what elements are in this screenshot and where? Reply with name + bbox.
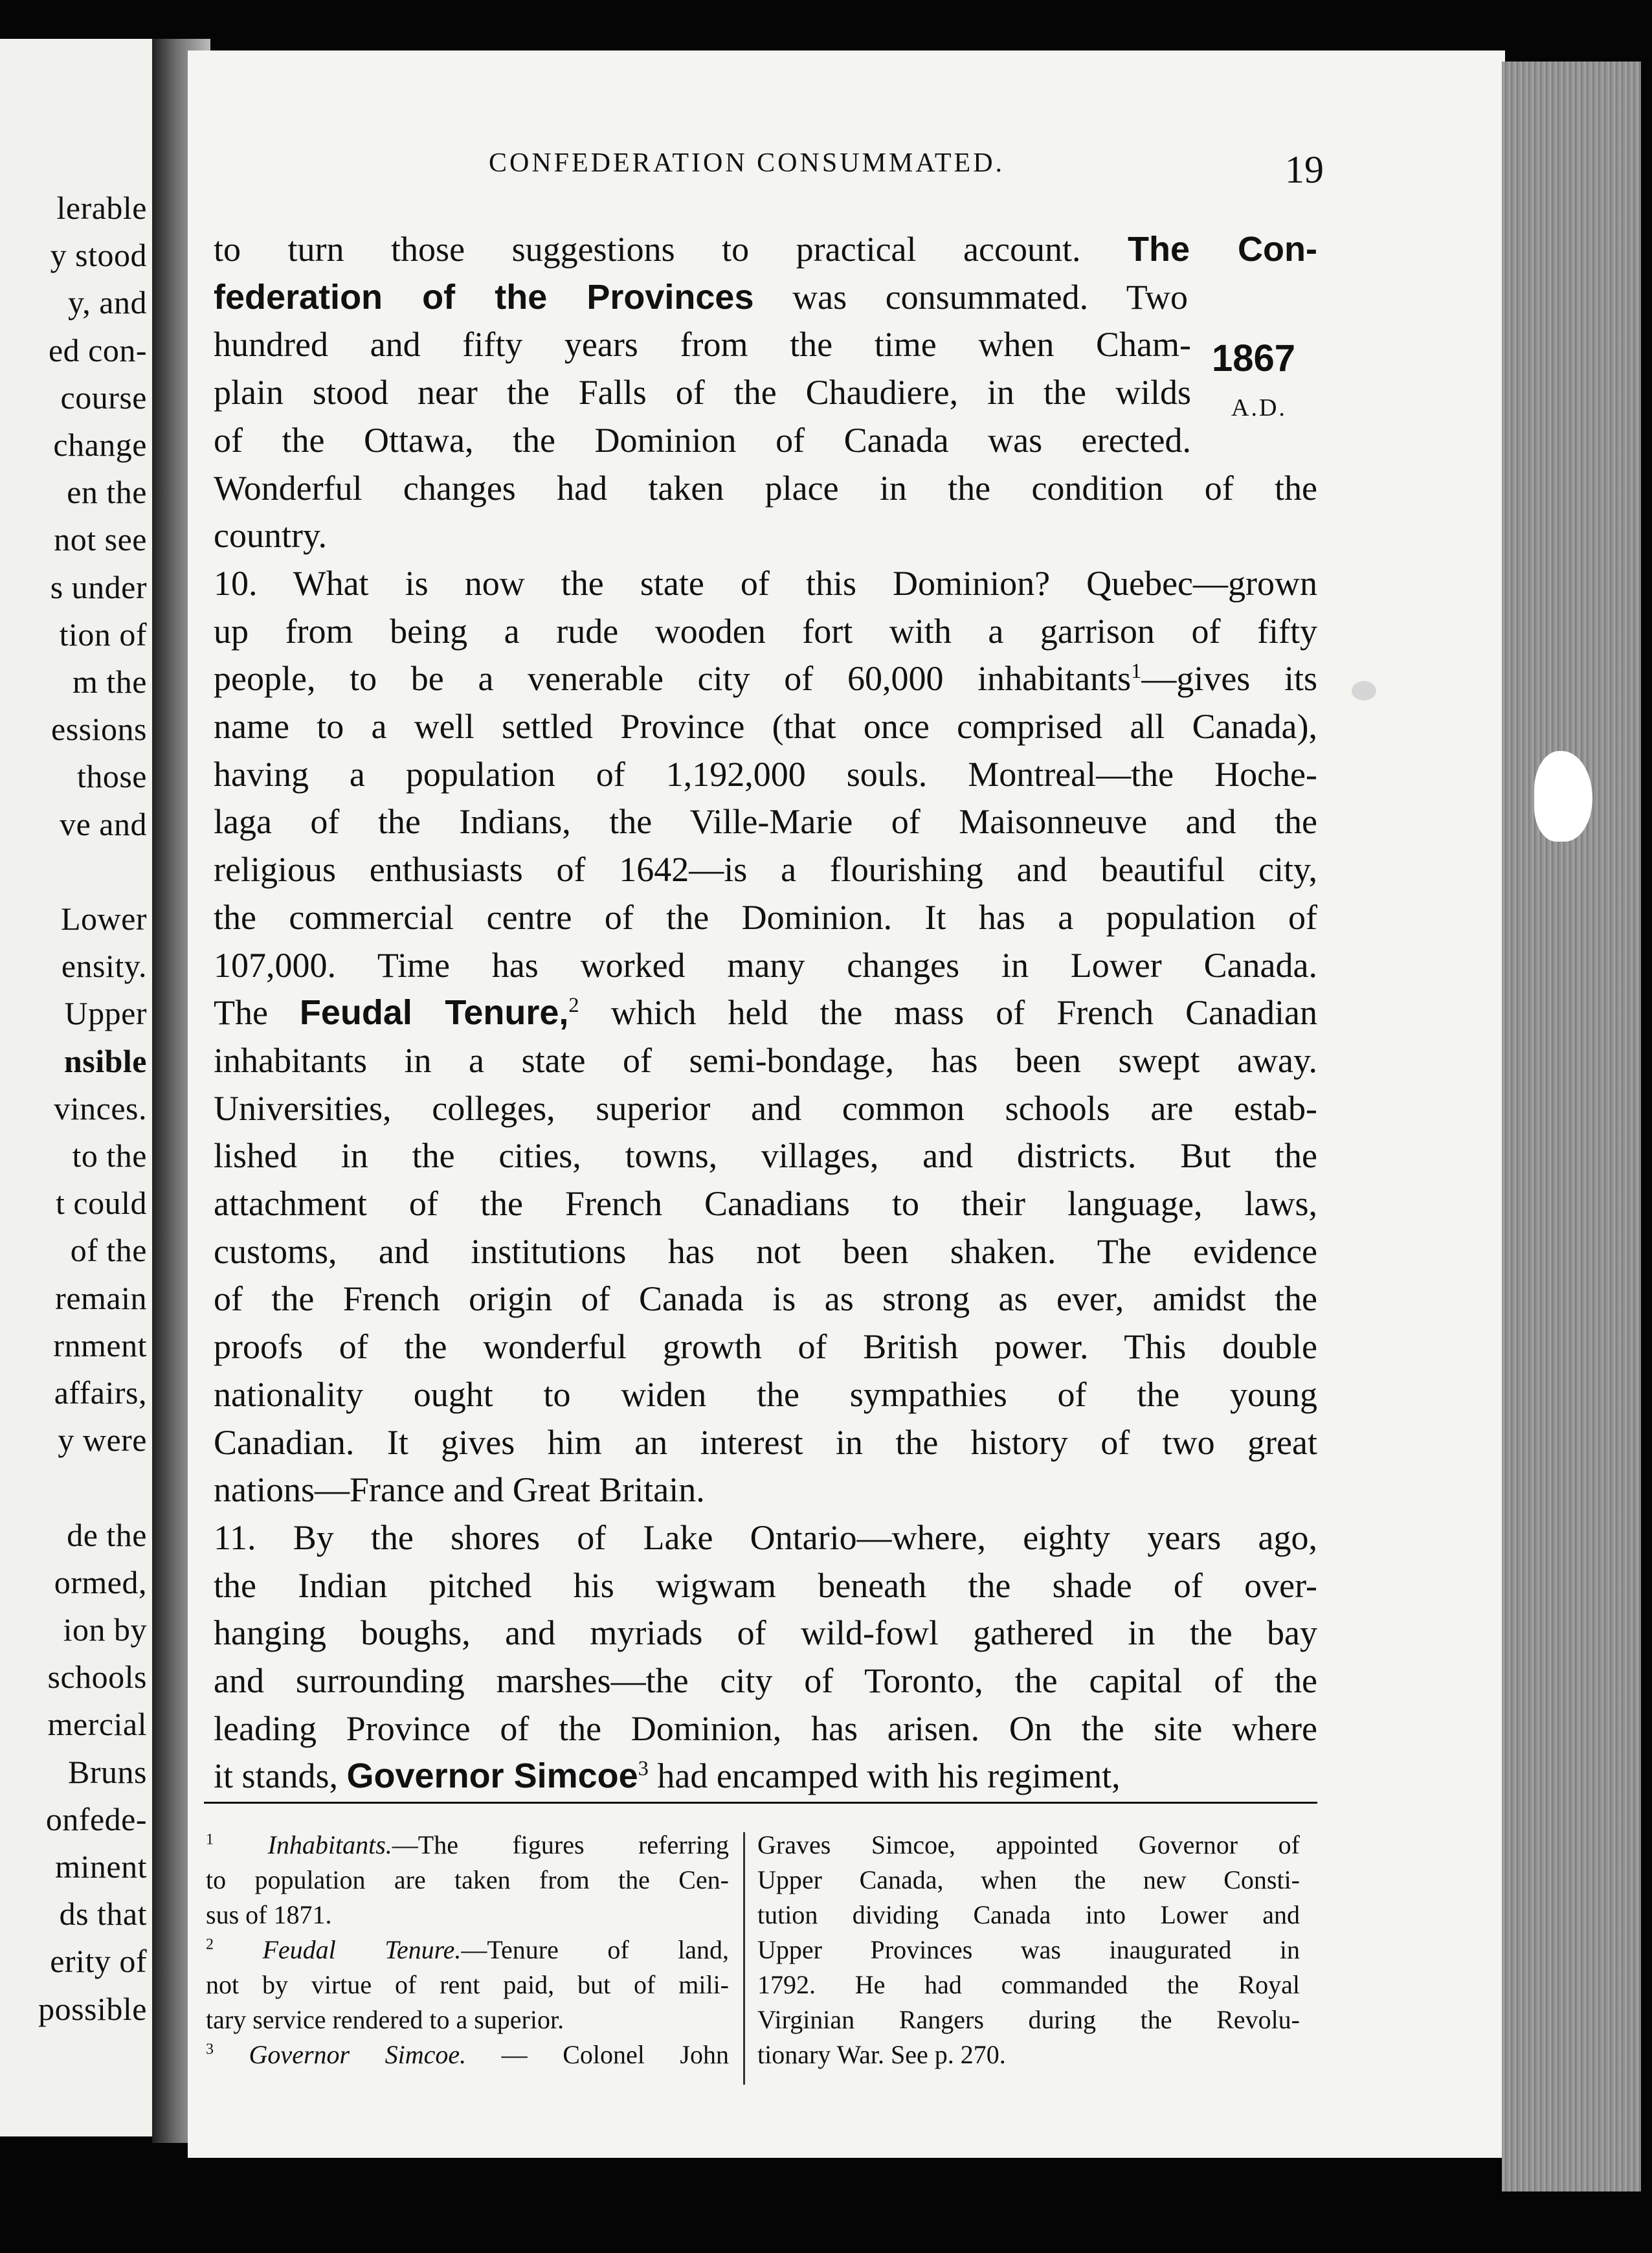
text-run: plain stood near the Falls of the Chaudiere, in the wilds bbox=[214, 373, 1191, 412]
paper-blot bbox=[1534, 751, 1592, 842]
text-run: 107,000. Time has worked many changes in Lower Canada. bbox=[214, 945, 1317, 985]
text-run: tution dividing Canada into Lower and bbox=[757, 1900, 1300, 1929]
footnote-line bbox=[206, 2041, 729, 2069]
text-run: 11. By the shores of Lake Ontario—where, eighty years ago, bbox=[214, 1518, 1317, 1557]
running-head: CONFEDERATION CONSUMMATED. bbox=[489, 148, 1005, 178]
facing-page-text: onfede- bbox=[45, 1800, 147, 1837]
facing-page-text: t could bbox=[56, 1185, 147, 1222]
text-run: nations—France and Great Britain. bbox=[214, 1470, 705, 1510]
text-run: the commercial centre of the Dominion. It has a population of bbox=[214, 897, 1317, 937]
text-run: Wonderful changes had taken place in the condition of the bbox=[214, 468, 1317, 508]
body-line bbox=[214, 1372, 1317, 1417]
text-run: Universities, colleges, superior and common schools are estab- bbox=[214, 1088, 1317, 1128]
text-run: hundred and fifty years from the time when Cham- bbox=[214, 325, 1191, 364]
text-run: people, to be a venerable city of 60,000 inhabitants bbox=[214, 659, 1132, 699]
text-run: attachment of the French Canadians to their language, laws, bbox=[214, 1184, 1317, 1223]
text-run: tionary War. See p. 270. bbox=[757, 2040, 1006, 2069]
footnote-column-divider bbox=[743, 1832, 745, 2085]
facing-page-text: erity of bbox=[50, 1943, 147, 1980]
facing-page-text: ds that bbox=[59, 1896, 147, 1933]
body-line bbox=[214, 1658, 1317, 1703]
text-run: Upper Provinces was inaugurated in bbox=[757, 1935, 1300, 1964]
text-run: Graves Simcoe, appointed Governor of bbox=[757, 1830, 1300, 1859]
text-run: name to a well settled Province (that once comprised all Canada), bbox=[214, 707, 1317, 746]
facing-page-fragment bbox=[0, 39, 161, 2136]
text-run: religious enthusiasts of 1642—is a flourishing and beautiful city, bbox=[214, 850, 1317, 890]
bold-term: The Con- bbox=[1128, 230, 1317, 269]
facing-page-text: ensity. bbox=[61, 948, 147, 985]
facing-page-text: en the bbox=[67, 474, 147, 511]
body-line bbox=[214, 513, 327, 558]
facing-page-text: ormed, bbox=[54, 1564, 147, 1600]
body-line bbox=[214, 1229, 1317, 1274]
text-run: 10. What is now the state of this Dominion? Quebec—grown bbox=[214, 563, 1317, 603]
text-run: had encamped with his regiment, bbox=[648, 1756, 1121, 1796]
text-run: was consummated. Two bbox=[753, 277, 1188, 317]
text-run: 1792. He had commanded the Royal bbox=[757, 1970, 1300, 1999]
text-run: proofs of the wonderful growth of British power. This double bbox=[214, 1327, 1317, 1367]
footnote-line bbox=[206, 1866, 729, 1894]
facing-page-text: ve and bbox=[60, 805, 147, 842]
text-run: tary service rendered to a superior. bbox=[206, 2005, 564, 2034]
facing-page-text: those bbox=[76, 758, 147, 795]
text-run bbox=[214, 1830, 268, 1859]
text-run: of the French origin of Canada is as strong as ever, amidst the bbox=[214, 1279, 1317, 1319]
text-run: nationality ought to widen the sympathies of the young bbox=[214, 1374, 1317, 1414]
facing-page-text: possible bbox=[38, 1990, 147, 2027]
body-line bbox=[214, 656, 1317, 701]
footnote-line bbox=[206, 1936, 729, 1964]
text-run: Feudal Tenure. bbox=[262, 1935, 462, 1964]
body-line bbox=[214, 799, 1317, 844]
body-line bbox=[214, 370, 1191, 415]
margin-era: A.D. bbox=[1231, 394, 1287, 421]
footnote-line bbox=[757, 2006, 1300, 2034]
facing-page-text: course bbox=[60, 379, 147, 416]
text-run bbox=[214, 1935, 262, 1964]
text-run: Virginian Rangers during the Revolu- bbox=[757, 2005, 1300, 2034]
body-line bbox=[214, 943, 1317, 988]
text-run: leading Province of the Dominion, has arisen. On the site where bbox=[214, 1709, 1317, 1748]
text-run: hanging boughs, and myriads of wild-fowl gathered in the bay bbox=[214, 1613, 1317, 1653]
margin-year: 1867 bbox=[1212, 337, 1296, 379]
footnote-line bbox=[757, 1866, 1300, 1894]
footnote-ref: 2 bbox=[568, 994, 579, 1018]
bold-term: federation of the Provinces bbox=[214, 277, 754, 317]
facing-page-text: Bruns bbox=[68, 1753, 147, 1790]
footnote-line bbox=[206, 2006, 564, 2034]
text-run: lished in the cities, towns, villages, and districts. But the bbox=[214, 1136, 1317, 1176]
body-line bbox=[214, 895, 1317, 940]
bold-term: Governor Simcoe bbox=[346, 1756, 638, 1796]
text-run: —gives its bbox=[1141, 659, 1317, 699]
facing-page-text: lerable bbox=[56, 190, 147, 226]
footnote-line bbox=[757, 1901, 1300, 1929]
body-line bbox=[214, 1133, 1317, 1178]
body-line bbox=[214, 1420, 1317, 1465]
text-run: it stands, bbox=[214, 1756, 347, 1796]
body-line bbox=[214, 322, 1191, 367]
text-run: up from being a rude wooden fort with a garrison of fifty bbox=[214, 611, 1317, 651]
facing-page-text: mercial bbox=[47, 1706, 147, 1743]
text-run: not by virtue of rent paid, but of mili- bbox=[206, 1970, 729, 1999]
footnote-line bbox=[757, 2041, 1006, 2069]
body-line bbox=[214, 1610, 1317, 1655]
body-line bbox=[214, 609, 1317, 654]
body-line bbox=[214, 704, 1317, 749]
footnote-rule bbox=[204, 1802, 1317, 1804]
text-run: The bbox=[214, 993, 300, 1033]
facing-page-text: not see bbox=[54, 521, 147, 558]
body-line bbox=[214, 1181, 1317, 1226]
facing-page-text: m the bbox=[73, 664, 147, 700]
facing-page-text: y stood bbox=[50, 237, 147, 274]
body-line bbox=[214, 1038, 1317, 1083]
text-run: the Indian pitched his wigwam beneath the shade of over- bbox=[214, 1565, 1317, 1605]
text-run: Canadian. It gives him an interest in the history of two great bbox=[214, 1422, 1317, 1462]
body-line bbox=[214, 1563, 1317, 1608]
text-run bbox=[214, 2040, 249, 2069]
text-run: Inhabitants. bbox=[267, 1830, 392, 1859]
text-run: having a population of 1,192,000 souls. Montreal—the Hoche- bbox=[214, 754, 1317, 794]
footnote-ref: 3 bbox=[638, 1757, 649, 1781]
footnote-ref: 2 bbox=[206, 1936, 214, 1953]
facing-page-text: tion of bbox=[59, 616, 147, 653]
body-line bbox=[214, 1276, 1317, 1321]
text-run: of the Ottawa, the Dominion of Canada was erected. bbox=[214, 420, 1191, 460]
facing-page-text: s under bbox=[50, 568, 147, 605]
facing-page-text: rnment bbox=[53, 1327, 147, 1363]
footnote-line bbox=[206, 1831, 729, 1859]
bold-term: Feudal Tenure, bbox=[299, 993, 569, 1033]
facing-page-text: essions bbox=[51, 711, 147, 748]
footnote-ref: 3 bbox=[206, 2041, 214, 2058]
body-line bbox=[214, 1706, 1317, 1751]
footnote-ref: 1 bbox=[1131, 660, 1142, 684]
facing-page-text: Upper bbox=[64, 995, 147, 1032]
facing-page-text: to the bbox=[72, 1138, 147, 1174]
body-line bbox=[214, 752, 1317, 797]
footnote-line bbox=[206, 1901, 331, 1929]
facing-page-text: remain bbox=[55, 1279, 147, 1316]
text-run: Upper Canada, when the new Consti- bbox=[757, 1865, 1300, 1894]
facing-page-text: Lower bbox=[61, 901, 147, 937]
facing-page-text: vinces. bbox=[54, 1090, 147, 1126]
facing-page-text: affairs, bbox=[54, 1374, 147, 1411]
ink-smudge bbox=[1352, 681, 1376, 701]
body-line bbox=[214, 465, 1317, 511]
facing-page-text: ed con- bbox=[48, 331, 147, 368]
body-line bbox=[214, 227, 1317, 272]
body-line bbox=[214, 1467, 705, 1512]
text-run: —Tenure of land, bbox=[461, 1935, 729, 1964]
footnote-line bbox=[757, 1831, 1300, 1859]
footnote-ref: 1 bbox=[206, 1831, 214, 1848]
facing-page-text: y were bbox=[58, 1422, 147, 1459]
text-run: laga of the Indians, the Ville-Marie of Maisonneuve and the bbox=[214, 802, 1317, 842]
footnote-line bbox=[206, 1971, 729, 1999]
body-line bbox=[214, 990, 1317, 1035]
facing-page-text: of the bbox=[70, 1232, 147, 1269]
text-run: sus of 1871. bbox=[206, 1900, 332, 1929]
text-run: which held the mass of French Canadian bbox=[579, 993, 1318, 1033]
text-run: to turn those suggestions to practical account. bbox=[214, 230, 1128, 269]
body-line bbox=[214, 561, 1317, 606]
text-run: — Colonel John bbox=[466, 2040, 729, 2069]
text-run: and surrounding marshes—the city of Toronto, the capital of the bbox=[214, 1661, 1317, 1700]
facing-page-text: de the bbox=[67, 1516, 147, 1553]
facing-page-text: y, and bbox=[68, 284, 147, 321]
body-line bbox=[214, 847, 1317, 892]
body-line bbox=[214, 1753, 1121, 1799]
text-run: customs, and institutions has not been shaken. The evidence bbox=[214, 1231, 1317, 1271]
facing-page-text: minent bbox=[55, 1848, 147, 1885]
body-line bbox=[214, 275, 1188, 320]
text-run: country. bbox=[214, 516, 327, 555]
body-line bbox=[214, 1086, 1317, 1131]
facing-page-text: change bbox=[53, 427, 147, 463]
facing-page-text: schools bbox=[47, 1659, 147, 1696]
footnote-line bbox=[757, 1936, 1300, 1964]
text-run: —The figures referring bbox=[392, 1830, 729, 1859]
text-run: Governor Simcoe. bbox=[249, 2040, 467, 2069]
page-fore-edge bbox=[1502, 62, 1641, 2191]
facing-page-text: nsible bbox=[63, 1042, 147, 1079]
footnote-line bbox=[757, 1971, 1300, 1999]
text-run: inhabitants in a state of semi-bondage, has been swept away. bbox=[214, 1040, 1317, 1080]
text-run: to population are taken from the Cen- bbox=[206, 1865, 729, 1894]
body-line bbox=[214, 1515, 1317, 1560]
body-line bbox=[214, 1324, 1317, 1369]
body-line bbox=[214, 418, 1191, 463]
page-number: 19 bbox=[1285, 148, 1324, 191]
facing-page-text: ion by bbox=[63, 1611, 147, 1648]
